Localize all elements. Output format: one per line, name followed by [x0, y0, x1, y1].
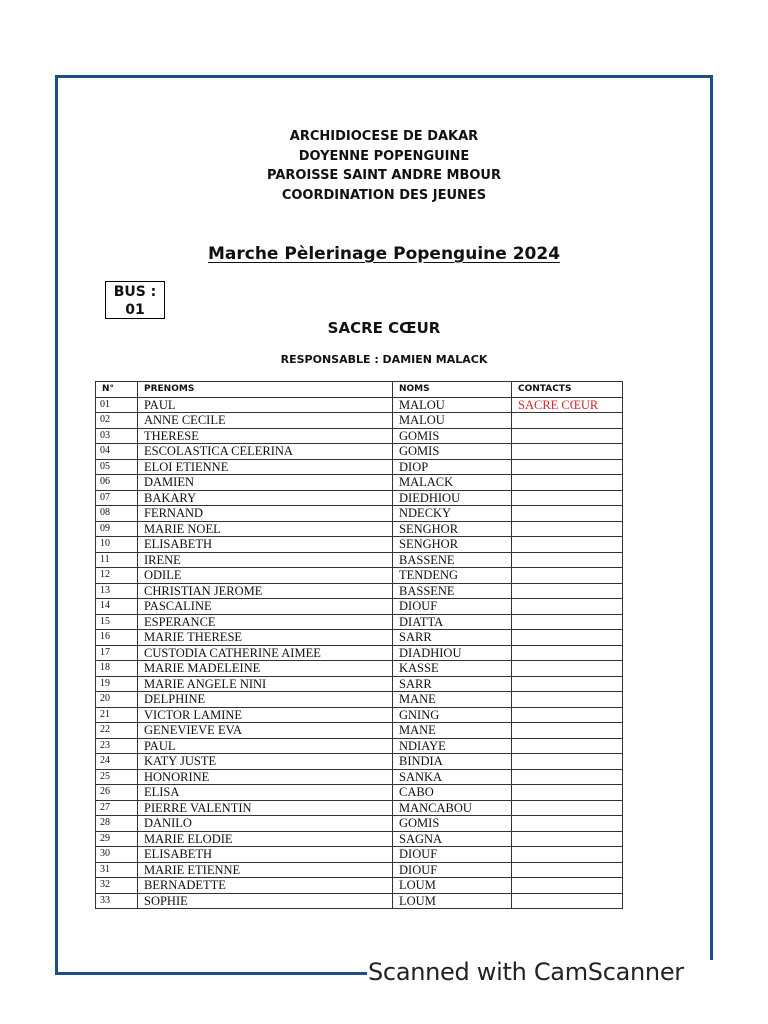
row-prenom: MARIE THERESE: [138, 630, 393, 646]
row-contact: [512, 583, 623, 599]
row-contact: [512, 723, 623, 739]
row-nom: LOUM: [393, 893, 512, 909]
row-prenom: ANNE CECILE: [138, 413, 393, 429]
row-number: 16: [96, 630, 138, 646]
row-prenom: HONORINE: [138, 769, 393, 785]
row-nom: DIADHIOU: [393, 645, 512, 661]
row-contact: SACRE CŒUR: [512, 397, 623, 413]
camscanner-watermark: Scanned with CamScanner: [368, 958, 684, 986]
row-nom: GNING: [393, 707, 512, 723]
header-line-parish: PAROISSE SAINT ANDRE MBOUR: [267, 168, 501, 183]
row-contact: [512, 785, 623, 801]
row-prenom: DELPHINE: [138, 692, 393, 708]
row-nom: MANE: [393, 723, 512, 739]
table-row: [96, 816, 623, 832]
row-number: 23: [96, 738, 138, 754]
row-number: 10: [96, 537, 138, 553]
table-row: [96, 862, 623, 878]
table-row: [96, 661, 623, 677]
row-contact: [512, 661, 623, 677]
row-prenom: MARIE NOEL: [138, 521, 393, 537]
page-frame-bottom: [55, 972, 367, 975]
row-prenom: IRENE: [138, 552, 393, 568]
row-contact: [512, 754, 623, 770]
row-number: 04: [96, 444, 138, 460]
row-number: 20: [96, 692, 138, 708]
table-row: [96, 800, 623, 816]
page-frame-right: [710, 75, 713, 960]
row-number: 11: [96, 552, 138, 568]
row-nom: GOMIS: [393, 428, 512, 444]
row-nom: DIOP: [393, 459, 512, 475]
row-number: 14: [96, 599, 138, 615]
table-row: [96, 676, 623, 692]
row-contact: [512, 831, 623, 847]
row-number: 13: [96, 583, 138, 599]
table-row: [96, 831, 623, 847]
row-nom: CABO: [393, 785, 512, 801]
row-prenom: GENEVIEVE EVA: [138, 723, 393, 739]
row-prenom: PAUL: [138, 738, 393, 754]
row-nom: SANKA: [393, 769, 512, 785]
table-row: [96, 738, 623, 754]
row-prenom: PASCALINE: [138, 599, 393, 615]
row-contact: [512, 893, 623, 909]
column-header-prenoms: PRENOMS: [138, 382, 393, 398]
row-number: 17: [96, 645, 138, 661]
row-nom: BASSENE: [393, 583, 512, 599]
page-frame-top: [55, 75, 713, 78]
row-prenom: ESPERANCE: [138, 614, 393, 630]
row-prenom: ODILE: [138, 568, 393, 584]
row-number: 08: [96, 506, 138, 522]
row-contact: [512, 568, 623, 584]
row-nom: MALOU: [393, 397, 512, 413]
row-contact: [512, 413, 623, 429]
row-nom: SARR: [393, 630, 512, 646]
row-number: 06: [96, 475, 138, 491]
row-contact: [512, 676, 623, 692]
row-contact: [512, 614, 623, 630]
row-nom: SENGHOR: [393, 537, 512, 553]
row-nom: DIOUF: [393, 599, 512, 615]
row-nom: DIOUF: [393, 862, 512, 878]
column-header-noms: NOMS: [393, 382, 512, 398]
table-row: [96, 645, 623, 661]
row-number: 02: [96, 413, 138, 429]
table-row: [96, 707, 623, 723]
row-prenom: BERNADETTE: [138, 878, 393, 894]
row-nom: GOMIS: [393, 444, 512, 460]
row-contact: [512, 738, 623, 754]
table-row: [96, 785, 623, 801]
row-prenom: CHRISTIAN JEROME: [138, 583, 393, 599]
row-nom: LOUM: [393, 878, 512, 894]
table-row: [96, 847, 623, 863]
row-nom: MALACK: [393, 475, 512, 491]
row-number: 22: [96, 723, 138, 739]
row-contact: [512, 599, 623, 615]
row-contact: [512, 506, 623, 522]
row-prenom: BAKARY: [138, 490, 393, 506]
row-nom: DIOUF: [393, 847, 512, 863]
row-contact: [512, 707, 623, 723]
table-row: [96, 428, 623, 444]
row-contact: [512, 816, 623, 832]
table-row: [96, 769, 623, 785]
row-nom: SARR: [393, 676, 512, 692]
table-row: [96, 521, 623, 537]
row-prenom: MARIE MADELEINE: [138, 661, 393, 677]
row-number: 25: [96, 769, 138, 785]
row-contact: [512, 490, 623, 506]
page-frame-left: [55, 75, 58, 975]
column-header-number: N°: [96, 382, 138, 398]
row-nom: GOMIS: [393, 816, 512, 832]
row-contact: [512, 537, 623, 553]
row-contact: [512, 862, 623, 878]
row-nom: MANCABOU: [393, 800, 512, 816]
row-number: 32: [96, 878, 138, 894]
row-prenom: THERESE: [138, 428, 393, 444]
header-line-deanery: DOYENNE POPENGUINE: [298, 148, 470, 164]
row-prenom: MARIE ETIENNE: [138, 862, 393, 878]
row-prenom: PIERRE VALENTIN: [138, 800, 393, 816]
table-row: [96, 692, 623, 708]
row-prenom: ELISABETH: [138, 847, 393, 863]
row-number: 21: [96, 707, 138, 723]
row-contact: [512, 475, 623, 491]
row-prenom: FERNAND: [138, 506, 393, 522]
group-name: SACRE CŒUR: [327, 319, 441, 337]
row-nom: DIATTA: [393, 614, 512, 630]
row-prenom: PAUL: [138, 397, 393, 413]
row-nom: DIEDHIOU: [393, 490, 512, 506]
row-nom: MALOU: [393, 413, 512, 429]
row-number: 01: [96, 397, 138, 413]
header-line-coordination: COORDINATION DES JEUNES: [281, 187, 487, 203]
row-number: 19: [96, 676, 138, 692]
table-row: [96, 630, 623, 646]
table-row: [96, 537, 623, 553]
table-row: [96, 599, 623, 615]
table-row: [96, 506, 623, 522]
table-row: [96, 490, 623, 506]
table-row: [96, 893, 623, 909]
table-row: [96, 568, 623, 584]
row-number: 15: [96, 614, 138, 630]
bus-number: 01: [125, 302, 145, 318]
column-header-contacts: CONTACTS: [512, 382, 623, 398]
table-row: [96, 723, 623, 739]
table-row: [96, 552, 623, 568]
row-nom: BINDIA: [393, 754, 512, 770]
row-prenom: CUSTODIA CATHERINE AIMEE: [138, 645, 393, 661]
row-contact: [512, 800, 623, 816]
table-header-row: [96, 382, 623, 398]
bus-number-box: [105, 281, 165, 319]
row-contact: [512, 428, 623, 444]
row-number: 26: [96, 785, 138, 801]
row-number: 07: [96, 490, 138, 506]
table-row: [96, 878, 623, 894]
row-number: 29: [96, 831, 138, 847]
row-contact: [512, 645, 623, 661]
table-row: [96, 397, 623, 413]
document-title: Marche Pèlerinage Popenguine 2024: [207, 244, 561, 264]
row-number: 05: [96, 459, 138, 475]
row-nom: MANE: [393, 692, 512, 708]
row-prenom: DAMIEN: [138, 475, 393, 491]
row-contact: [512, 847, 623, 863]
row-contact: [512, 552, 623, 568]
participants-table: [95, 381, 623, 909]
row-prenom: MARIE ELODIE: [138, 831, 393, 847]
bus-label: BUS :: [113, 284, 157, 300]
row-prenom: ELISABETH: [138, 537, 393, 553]
row-contact: [512, 769, 623, 785]
responsable-line: RESPONSABLE : DAMIEN MALACK: [280, 353, 488, 366]
row-prenom: SOPHIE: [138, 893, 393, 909]
table-row: [96, 475, 623, 491]
row-contact: [512, 444, 623, 460]
row-number: 12: [96, 568, 138, 584]
row-contact: [512, 521, 623, 537]
row-contact: [512, 459, 623, 475]
row-prenom: DANILO: [138, 816, 393, 832]
table-row: [96, 413, 623, 429]
row-number: 33: [96, 893, 138, 909]
row-nom: TENDENG: [393, 568, 512, 584]
table-row: [96, 754, 623, 770]
row-prenom: MARIE ANGELE NINI: [138, 676, 393, 692]
table-row: [96, 459, 623, 475]
table-row: [96, 614, 623, 630]
table-body: [96, 397, 623, 909]
row-nom: BASSENE: [393, 552, 512, 568]
row-nom: SENGHOR: [393, 521, 512, 537]
row-nom: SAGNA: [393, 831, 512, 847]
row-contact: [512, 692, 623, 708]
row-number: 09: [96, 521, 138, 537]
row-number: 27: [96, 800, 138, 816]
row-number: 24: [96, 754, 138, 770]
row-number: 31: [96, 862, 138, 878]
row-number: 18: [96, 661, 138, 677]
table-row: [96, 444, 623, 460]
header-line-archdiocese: ARCHIDIOCESE DE DAKAR: [289, 129, 479, 144]
row-nom: NDIAYE: [393, 738, 512, 754]
row-prenom: VICTOR LAMINE: [138, 707, 393, 723]
row-nom: KASSE: [393, 661, 512, 677]
row-prenom: ESCOLASTICA CELERINA: [138, 444, 393, 460]
row-prenom: ELISA: [138, 785, 393, 801]
row-contact: [512, 630, 623, 646]
row-number: 30: [96, 847, 138, 863]
row-number: 28: [96, 816, 138, 832]
document-header: [0, 127, 768, 205]
row-prenom: KATY JUSTE: [138, 754, 393, 770]
table-row: [96, 583, 623, 599]
row-contact: [512, 878, 623, 894]
row-nom: NDECKY: [393, 506, 512, 522]
row-prenom: ELOI ETIENNE: [138, 459, 393, 475]
row-number: 03: [96, 428, 138, 444]
